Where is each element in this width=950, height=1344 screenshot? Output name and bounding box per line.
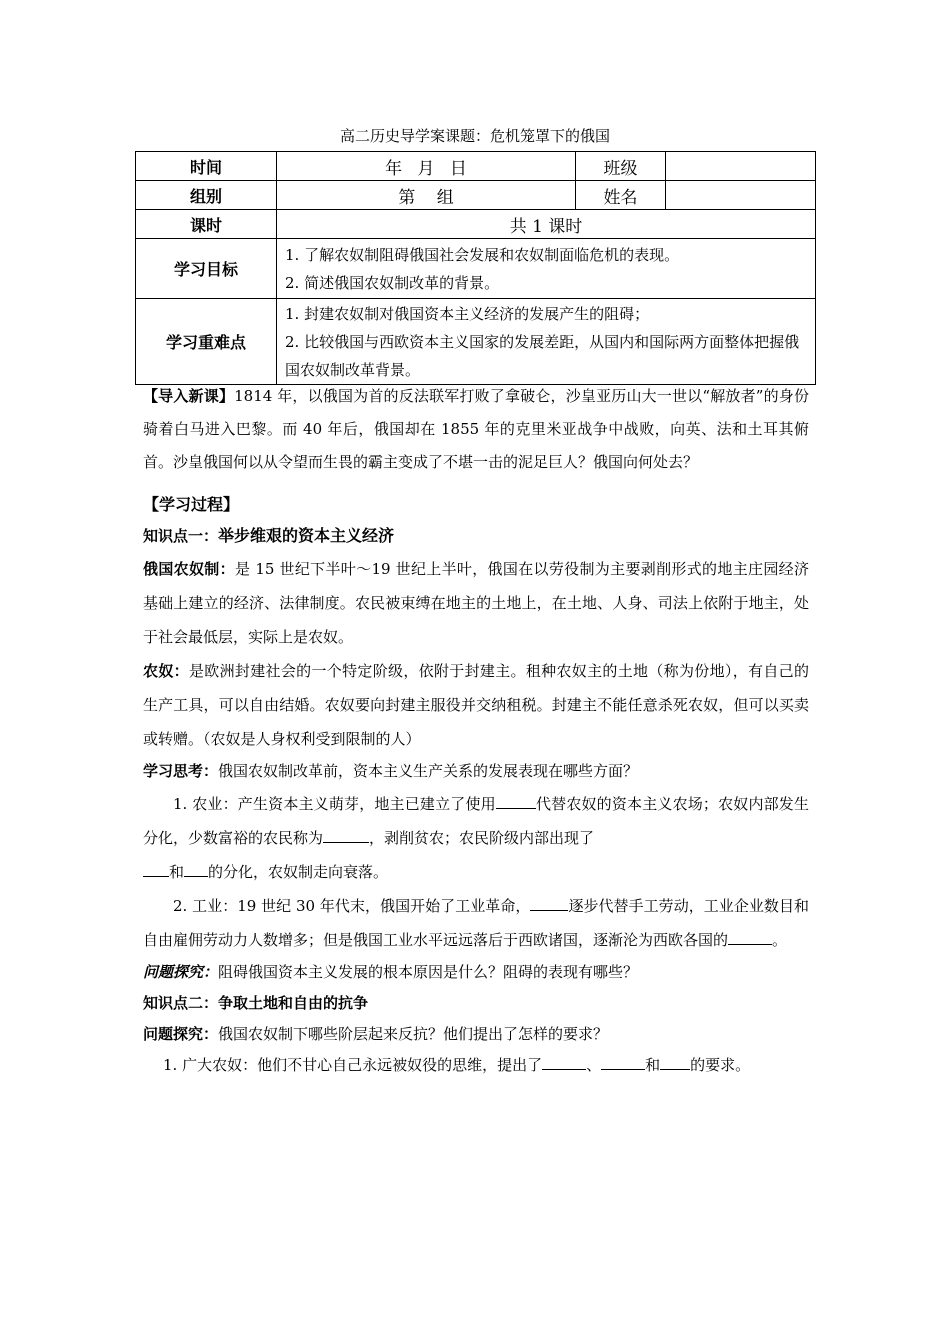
name-value[interactable] xyxy=(666,181,816,210)
demand-text-d: 的要求。 xyxy=(690,1056,751,1074)
kp2-title: 争取土地和自由的抗争 xyxy=(218,994,369,1012)
serfs-demand-paragraph xyxy=(143,1050,809,1081)
serfdom-paragraph xyxy=(143,552,809,654)
ind-text-b: 逐步代替手工劳动，工业企业数目和自由雇佣劳动力人数增多；但是俄国工业水平远远落后于西欧诸国，逐渐沦为西欧各国的 xyxy=(143,897,809,949)
intro-text: 1814 年，以俄国为首的反法联军打败了拿破仑，沙皇亚历山大一世以“解放者”的身份骑着白马进入巴黎。而 40 年后，俄国却在 1855 年的克里米亚战争中战败，向英、法和土耳其俯首。沙皇俄国何以从令望而生畏的霸主变成了不堪一击的泥足巨人？俄国向何处去？ xyxy=(143,387,809,471)
explore2-label: 问题探究： xyxy=(143,1025,219,1043)
serfdom-text: 是 15 世纪下半叶～19 世纪上半叶，俄国在以劳役制为主要剥削形式的地主庄园经济基础上建立的经济、法律制度。农民被束缚在地主的土地上，在土地、人身、司法上依附于地主，处于社会最低层，实际上是农奴。 xyxy=(143,560,809,646)
demand-text-c: 和 xyxy=(645,1056,661,1074)
blank-field[interactable] xyxy=(143,862,169,877)
explore1-text: 阻碍俄国资本主义发展的根本原因是什么？阻碍的表现有哪些？ xyxy=(218,963,639,981)
agri-text-e: 的分化，农奴制走向衰落。 xyxy=(208,863,389,881)
ind-text-a: 2. 工业：19 世纪 30 年代末，俄国开始了工业革命， xyxy=(173,897,531,915)
table-row xyxy=(136,299,816,385)
goal-item: 1. 了解农奴制阻碍俄国社会发展和农奴制面临危机的表现。 xyxy=(285,245,680,264)
keys-label: 学习重难点 xyxy=(136,299,277,385)
table-row xyxy=(136,210,816,239)
intro-paragraph xyxy=(143,380,809,479)
group-value: 第 组 xyxy=(277,181,576,210)
keys-cell xyxy=(277,299,816,385)
explore1-paragraph xyxy=(143,957,809,988)
table-row xyxy=(136,239,816,299)
blank-field[interactable] xyxy=(323,828,369,843)
kp1-label: 知识点一： xyxy=(143,527,219,545)
agri-text-c: ，剥削贫农；农民阶级内部出现了 xyxy=(369,829,595,847)
serfdom-label: 俄国农奴制： xyxy=(143,560,235,578)
serf-text: 是欧洲封建社会的一个特定阶级，依附于封建主。租种农奴主的土地（称为份地），有自己的生产工具，可以自由结婚。农奴要向封建主服役并交纳租税。封建主不能任意杀死农奴，但可以买卖或转赠。（农奴是人身权利受到限制的人） xyxy=(143,662,809,748)
think-label: 学习思考： xyxy=(143,762,219,780)
think-paragraph xyxy=(143,756,809,787)
name-label: 姓名 xyxy=(576,181,666,210)
industry-paragraph xyxy=(143,889,809,957)
agri-text-a: 1. 农业：产生资本主义萌芽，地主已建立了使用 xyxy=(173,795,496,813)
document-title: 高二历史导学案课题：危机笼罩下的俄国 xyxy=(339,127,610,145)
kp1-title: 举步维艰的资本主义经济 xyxy=(218,526,395,545)
think-text: 俄国农奴制改革前，资本主义生产关系的发展表现在哪些方面？ xyxy=(218,762,639,780)
explore2-text: 俄国农奴制下哪些阶层起来反抗？他们提出了怎样的要求？ xyxy=(218,1025,609,1043)
intro-label: 【导入新课】 xyxy=(143,387,235,405)
date-value: 年 月 日 xyxy=(277,152,576,181)
class-label: 班级 xyxy=(576,152,666,181)
goal-item: 2. 简述俄国农奴制改革的背景。 xyxy=(285,273,500,292)
explore2-paragraph xyxy=(143,1019,809,1050)
class-value[interactable] xyxy=(666,152,816,181)
demand-text-b: 、 xyxy=(586,1056,602,1074)
process-heading: 【学习过程】 xyxy=(143,495,240,514)
table-row xyxy=(136,152,816,181)
agri-text-d: 和 xyxy=(169,863,185,881)
kp2-label: 知识点二： xyxy=(143,994,219,1012)
kp1-heading xyxy=(143,520,809,552)
key-item: 2. 比较俄国与西欧资本主义国家的发展差距，从国内和国际两方面整体把握俄国农奴制改革背景。 xyxy=(285,332,800,379)
group-label: 组别 xyxy=(136,181,277,210)
ind-text-c: 。 xyxy=(772,931,788,949)
kp2-heading xyxy=(143,988,809,1019)
blank-field[interactable] xyxy=(660,1055,690,1070)
goals-label: 学习目标 xyxy=(136,239,277,299)
demand-text-a: 1. 广大农奴：他们不甘心自己永远被奴役的思维，提出了 xyxy=(163,1056,543,1074)
time-label: 时间 xyxy=(136,152,277,181)
info-table xyxy=(135,151,816,385)
agriculture-paragraph xyxy=(143,787,809,889)
explore1-label: 问题探究： xyxy=(143,963,219,981)
blank-field[interactable] xyxy=(184,862,208,877)
document-body xyxy=(143,380,809,1081)
period-label: 课时 xyxy=(136,210,277,239)
goals-cell xyxy=(277,239,816,299)
blank-field[interactable] xyxy=(542,1055,586,1070)
key-item: 1. 封建农奴制对俄国资本主义经济的发展产生的阻碍； xyxy=(285,304,650,323)
blank-field[interactable] xyxy=(530,896,568,911)
serf-paragraph xyxy=(143,654,809,756)
blank-field[interactable] xyxy=(601,1055,645,1070)
period-value: 共 1 课时 xyxy=(277,210,816,239)
agri-text-b: 代替农奴的资本主义农场；农奴内部发生分化，少数富裕的农民称为 xyxy=(143,795,809,847)
blank-field[interactable] xyxy=(728,930,772,945)
serf-label: 农奴： xyxy=(143,662,189,680)
table-row xyxy=(136,181,816,210)
blank-field[interactable] xyxy=(496,794,536,809)
